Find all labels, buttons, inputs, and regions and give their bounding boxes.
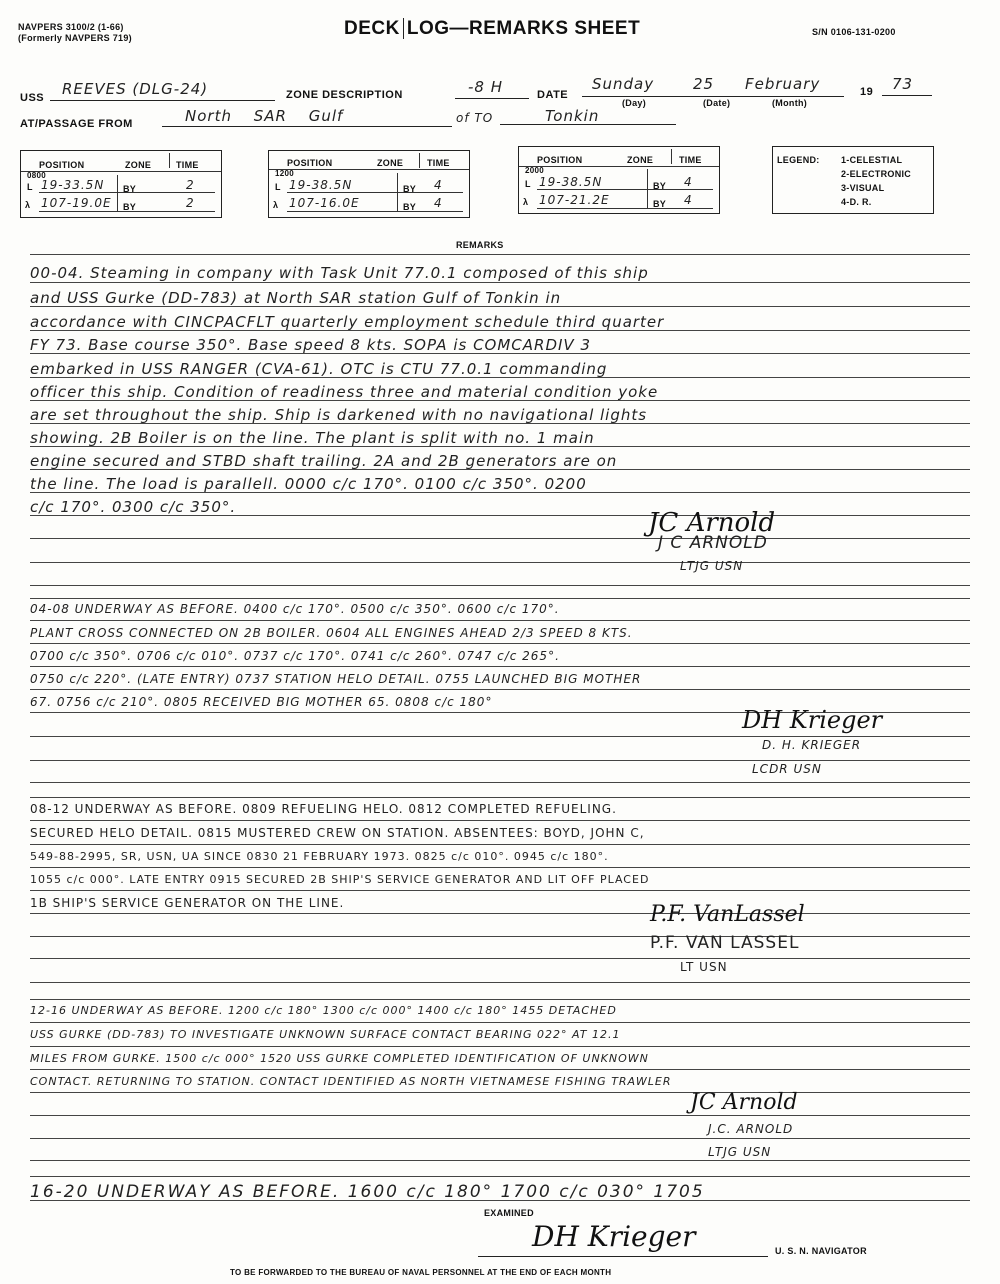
- ruled-line: [30, 844, 970, 845]
- ruled-line: [30, 1092, 970, 1093]
- by-label: BY: [403, 184, 417, 194]
- lon-label: λ: [25, 200, 31, 210]
- lat-by-value: 2: [186, 178, 195, 192]
- entry-line: 1B SHIP'S SERVICE GENERATOR ON THE LINE.: [30, 896, 345, 910]
- by-label: BY: [123, 202, 137, 212]
- zone-header: ZONE: [377, 158, 404, 168]
- ruled-line: [30, 760, 970, 761]
- latitude-value: 19-38.5N: [539, 175, 603, 189]
- position-time: 0800: [27, 171, 46, 180]
- ruled-line: [30, 689, 970, 690]
- date-caption: (Date): [703, 98, 731, 108]
- position-box-0800: [20, 150, 222, 218]
- form-number: NAVPERS 3100/2 (1-66): [18, 22, 124, 32]
- entry-line: 1055 c/c 000°. LATE ENTRY 0915 SECURED 2B SHIP'S SERVICE GENERATOR AND LIT OFF PLACED: [30, 873, 650, 886]
- stock-number: S/N 0106-131-0200: [812, 27, 896, 37]
- lon-label: λ: [273, 200, 279, 210]
- by-label: BY: [403, 202, 417, 212]
- entry-line: 0750 c/c 220°. (LATE ENTRY) 0737 STATION HELO DETAIL. 0755 LAUNCHED BIG MOTHER: [30, 672, 642, 686]
- ruled-line: [30, 598, 970, 599]
- form-number-former: (Formerly NAVPERS 719): [18, 33, 132, 43]
- officer-signature: DH Krieger: [742, 706, 883, 734]
- day-value: Sunday: [592, 75, 655, 93]
- ruled-line: [30, 254, 970, 255]
- year-prefix: 19: [860, 86, 874, 98]
- ruled-line: [30, 1160, 970, 1161]
- legend-item-1: 1-CELESTIAL: [841, 155, 903, 165]
- signer-rank: LT USN: [680, 960, 728, 974]
- year-value: 73: [892, 75, 914, 93]
- time-header: TIME: [176, 160, 199, 170]
- zone-label: ZONE DESCRIPTION: [286, 89, 403, 101]
- lat-label: L: [275, 182, 281, 192]
- signer-name: J C ARNOLD: [658, 533, 768, 553]
- entry-line: 08-12 UNDERWAY AS BEFORE. 0809 REFUELING HELO. 0812 COMPLETED REFUELING.: [30, 802, 617, 816]
- position-time: 1200: [275, 169, 294, 178]
- ruled-line: [30, 782, 970, 783]
- day-caption: (Day): [622, 98, 647, 108]
- ruled-line: [30, 736, 970, 737]
- entry-line: 549-88-2995, SR, USN, UA SINCE 0830 21 FEBRUARY 1973. 0825 c/c 010°. 0945 c/c 180°.: [30, 850, 609, 863]
- remarks-title: REMARKS: [456, 240, 504, 250]
- ruled-line: [30, 1022, 970, 1023]
- officer-signature: JC Arnold: [690, 1090, 798, 1115]
- legend-item-4: 4-D. R.: [841, 197, 872, 207]
- title-part-b: LOG—REMARKS SHEET: [406, 18, 641, 39]
- month-value: February: [745, 75, 821, 93]
- zone-value: -8 H: [468, 78, 504, 96]
- entry-line: CONTACT. RETURNING TO STATION. CONTACT IDENTIFIED AS NORTH VIETNAMESE FISHING TRAWLER: [30, 1075, 672, 1088]
- position-header: POSITION: [287, 158, 333, 168]
- entry-line: engine secured and STBD shaft trailing. 2A and 2B generators are on: [30, 452, 618, 470]
- passage-to-label: of TO: [456, 111, 494, 125]
- by-label: BY: [653, 181, 667, 191]
- ruled-line: [30, 643, 970, 644]
- signer-name: D. H. KRIEGER: [762, 738, 862, 752]
- ruled-line: [30, 620, 970, 621]
- time-header: TIME: [427, 158, 450, 168]
- entry-line: showing. 2B Boiler is on the line. The plant is split with no. 1 main: [30, 429, 595, 447]
- date-value: 25: [693, 75, 715, 93]
- legend-item-3: 3-VISUAL: [841, 183, 885, 193]
- position-box-2000: [518, 146, 720, 214]
- ruled-line: [30, 982, 970, 983]
- ruled-line: [30, 1069, 970, 1070]
- ruled-line: [30, 867, 970, 868]
- ruled-line: [30, 1046, 970, 1047]
- zone-header: ZONE: [125, 160, 152, 170]
- entry-line: 00-04. Steaming in company with Task Unit 77.0.1 composed of this ship: [30, 264, 649, 282]
- legend-label: LEGEND:: [777, 155, 820, 165]
- entry-line: FY 73. Base course 350°. Base speed 8 kts. SOPA is COMCARDIV 3: [30, 336, 591, 354]
- ruled-line: [30, 958, 970, 959]
- time-header: TIME: [679, 155, 702, 165]
- ruled-line: [30, 666, 970, 667]
- ruled-line: [30, 282, 970, 283]
- ruled-line: [30, 1176, 970, 1177]
- lon-by-value: 2: [186, 196, 195, 210]
- ruled-line: [30, 538, 970, 539]
- entry-line: officer this ship. Condition of readiness three and material condition yoke: [30, 383, 659, 401]
- page-title: [344, 18, 640, 40]
- ruled-line: [30, 820, 970, 821]
- lat-label: L: [525, 179, 531, 189]
- ruled-line: [30, 936, 970, 937]
- date-label: DATE: [537, 89, 569, 101]
- ruled-line: [30, 999, 970, 1000]
- ruled-line: [30, 797, 970, 798]
- entry-line: MILES FROM GURKE. 1500 c/c 000° 1520 USS GURKE COMPLETED IDENTIFICATION OF UNKNOWN: [30, 1052, 649, 1065]
- ship-value: REEVES (DLG-24): [62, 80, 209, 98]
- examined-label: EXAMINED: [484, 1208, 534, 1218]
- entry-line: SECURED HELO DETAIL. 0815 MUSTERED CREW ON STATION. ABSENTEES: BOYD, JOHN C,: [30, 826, 645, 840]
- by-label: BY: [123, 184, 137, 194]
- navigator-label: U. S. N. NAVIGATOR: [775, 1246, 867, 1256]
- position-time: 2000: [525, 166, 544, 175]
- lat-by-value: 4: [684, 175, 693, 189]
- ruled-line: [30, 1138, 970, 1139]
- officer-signature: JC Arnold: [648, 508, 776, 538]
- lat-label: L: [27, 182, 33, 192]
- forwarding-instruction: TO BE FORWARDED TO THE BUREAU OF NAVAL PERSONNEL AT THE END OF EACH MONTH: [230, 1268, 612, 1277]
- signer-rank: LTJG USN: [680, 559, 744, 573]
- navigator-signature: DH Krieger: [532, 1220, 696, 1253]
- latitude-value: 19-38.5N: [289, 178, 353, 192]
- officer-signature: P.F. VanLassel: [650, 902, 805, 927]
- longitude-value: 107-21.2E: [539, 193, 610, 207]
- zone-header: ZONE: [627, 155, 654, 165]
- entry-line: 0700 c/c 350°. 0706 c/c 010°. 0737 c/c 170°. 0741 c/c 260°. 0747 c/c 265°.: [30, 649, 560, 663]
- latitude-value: 19-33.5N: [41, 178, 105, 192]
- position-header: POSITION: [39, 160, 85, 170]
- ruled-line: [30, 585, 970, 586]
- month-caption: (Month): [772, 98, 808, 108]
- lat-by-value: 4: [434, 178, 443, 192]
- entry-line: and USS Gurke (DD-783) at North SAR station Gulf of Tonkin in: [30, 289, 562, 307]
- signer-name: J.C. ARNOLD: [708, 1122, 794, 1136]
- entry-line: 16-20 UNDERWAY AS BEFORE. 1600 c/c 180° 1700 c/c 030° 1705: [30, 1182, 705, 1202]
- legend-item-2: 2-ELECTRONIC: [841, 169, 912, 179]
- passage-from-value: North SAR Gulf: [185, 107, 344, 125]
- ruled-line: [30, 1115, 970, 1116]
- entry-line: 67. 0756 c/c 210°. 0805 RECEIVED BIG MOTHER 65. 0808 c/c 180°: [30, 695, 493, 709]
- position-header: POSITION: [537, 155, 583, 165]
- position-box-1200: [268, 150, 470, 218]
- passage-label: AT/PASSAGE FROM: [20, 118, 133, 130]
- lon-by-value: 4: [434, 196, 443, 210]
- ruled-line: [30, 890, 970, 891]
- lon-by-value: 4: [684, 193, 693, 207]
- entry-line: embarked in USS RANGER (CVA-61). OTC is CTU 77.0.1 commanding: [30, 360, 608, 378]
- ship-label: USS: [20, 92, 45, 104]
- legend-box: [772, 146, 934, 214]
- ruled-line: [30, 562, 970, 563]
- entry-line: c/c 170°. 0300 c/c 350°.: [30, 498, 237, 516]
- longitude-value: 107-19.0E: [41, 196, 112, 210]
- entry-line: the line. The load is parallell. 0000 c/c 170°. 0100 c/c 350°. 0200: [30, 475, 587, 493]
- entry-line: 12-16 UNDERWAY AS BEFORE. 1200 c/c 180° 1300 c/c 000° 1400 c/c 180° 1455 DETACHED: [30, 1004, 617, 1017]
- ruled-line: [30, 913, 970, 914]
- signer-rank: LCDR USN: [752, 762, 822, 776]
- passage-to-value: Tonkin: [545, 107, 600, 125]
- signer-rank: LTJG USN: [708, 1145, 772, 1159]
- entry-line: are set throughout the ship. Ship is darkened with no navigational lights: [30, 406, 648, 424]
- entry-line: PLANT CROSS CONNECTED ON 2B BOILER. 0604 ALL ENGINES AHEAD 2/3 SPEED 8 KTS.: [30, 626, 633, 640]
- longitude-value: 107-16.0E: [289, 196, 360, 210]
- by-label: BY: [653, 199, 667, 209]
- entry-line: 04-08 UNDERWAY AS BEFORE. 0400 c/c 170°. 0500 c/c 350°. 0600 c/c 170°.: [30, 602, 560, 616]
- entry-line: USS GURKE (DD-783) TO INVESTIGATE UNKNOWN SURFACE CONTACT BEARING 022° AT 12.1: [30, 1028, 621, 1041]
- title-part-a: DECK: [344, 18, 400, 39]
- signer-name: P.F. VAN LASSEL: [650, 933, 800, 953]
- entry-line: accordance with CINCPACFLT quarterly employment schedule third quarter: [30, 313, 665, 331]
- lon-label: λ: [523, 197, 529, 207]
